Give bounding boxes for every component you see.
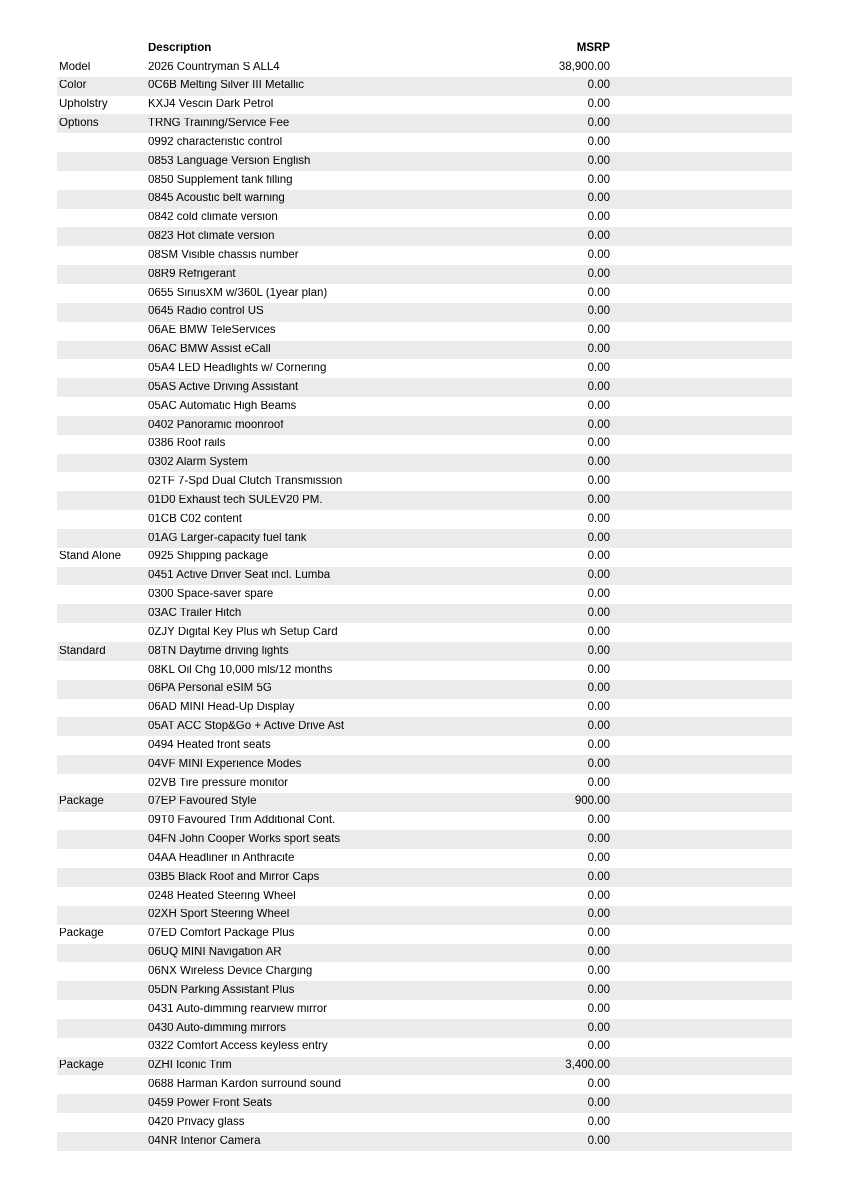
table-row [57, 849, 792, 868]
table-row [57, 510, 792, 529]
row-description: 0300 Space-saver spare [148, 589, 274, 601]
table-row [57, 962, 792, 981]
header-msrp: MSRP [576, 41, 610, 54]
row-description: 05AC Automatic High Beams [148, 400, 297, 412]
row-description: 08R9 Refrigerant [148, 268, 236, 280]
table-row [57, 661, 792, 680]
table-row [57, 774, 792, 793]
row-description: 06NX Wireless Device Charging [148, 966, 313, 978]
table-row [57, 623, 792, 642]
row-msrp: 0.00 [587, 833, 610, 846]
row-description: 0688 Harman Kardon surround sound [148, 1079, 342, 1091]
row-msrp: 0.00 [587, 588, 610, 601]
table-row [57, 755, 792, 774]
table-row [57, 454, 792, 473]
row-description: 0850 Supplement tank filling [148, 174, 293, 186]
row-msrp: 0.00 [587, 211, 610, 224]
row-msrp: 0.00 [587, 983, 610, 996]
table-row [57, 585, 792, 604]
row-description: 04NR Interior Camera [148, 1135, 261, 1147]
row-description: TRNG Training/Service Fee [148, 118, 290, 130]
row-description: 03AC Trailer Hitch [148, 607, 242, 619]
row-description: 0992 characteristic control [148, 136, 283, 148]
row-msrp: 0.00 [587, 1115, 610, 1128]
row-description: 0302 Alarm System [148, 457, 248, 469]
row-category: Package [59, 1060, 104, 1072]
row-description: 03B5 Black Roof and Mirror Caps [148, 871, 320, 883]
table-row [57, 227, 792, 246]
row-msrp: 0.00 [587, 512, 610, 525]
row-category: Package [59, 796, 104, 808]
row-msrp: 0.00 [587, 324, 610, 337]
row-msrp: 0.00 [587, 965, 610, 978]
row-msrp: 0.00 [587, 380, 610, 393]
row-msrp: 0.00 [587, 286, 610, 299]
row-msrp: 0.00 [587, 1134, 610, 1147]
row-description: 05DN Parking Assistant Plus [148, 984, 295, 996]
row-msrp: 0.00 [587, 343, 610, 356]
table-row [57, 642, 792, 661]
row-msrp: 0.00 [587, 267, 610, 280]
row-msrp: 38,900.00 [558, 60, 610, 73]
row-description: 02TF 7-Spd Dual Clutch Transmission [148, 476, 343, 488]
row-description: 0494 Heated front seats [148, 739, 271, 751]
row-description: 0459 Power Front Seats [148, 1097, 273, 1109]
table-body [57, 58, 792, 1151]
table-row [57, 397, 792, 416]
row-description: 0451 Active Driver Seat incl. Lumba [148, 570, 331, 582]
row-description: 0842 cold climate version [148, 212, 278, 224]
table-row [57, 341, 792, 360]
row-description: 0ZHI Iconic Trim [148, 1060, 232, 1072]
table-row [57, 190, 792, 209]
table-row [57, 717, 792, 736]
row-msrp: 900.00 [574, 795, 610, 808]
row-msrp: 0.00 [587, 493, 610, 506]
table-row [57, 378, 792, 397]
table-row [57, 284, 792, 303]
table-row [57, 1019, 792, 1038]
row-msrp: 0.00 [587, 946, 610, 959]
table-row [57, 736, 792, 755]
row-description: 0C6B Melting Silver III Metallic [148, 80, 304, 92]
row-msrp: 0.00 [587, 644, 610, 657]
row-description: 02XH Sport Steering Wheel [148, 909, 290, 921]
row-description: 01AG Larger-capacity fuel tank [148, 532, 307, 544]
table-row [57, 133, 792, 152]
row-msrp: 0.00 [587, 701, 610, 714]
row-msrp: 0.00 [587, 908, 610, 921]
row-description: 0430 Auto-dimming mirrors [148, 1022, 287, 1034]
row-msrp: 0.00 [587, 682, 610, 695]
table-row [57, 567, 792, 586]
table-row [57, 944, 792, 963]
row-msrp: 0.00 [587, 230, 610, 243]
row-msrp: 0.00 [587, 98, 610, 111]
table-row [57, 1038, 792, 1057]
row-msrp: 0.00 [587, 79, 610, 92]
table-row [57, 322, 792, 341]
row-msrp: 0.00 [587, 569, 610, 582]
row-description: 0655 SiriusXM w/360L (1year plan) [148, 287, 328, 299]
row-description: 04AA Headliner in Anthracite [148, 852, 295, 864]
row-msrp: 0.00 [587, 192, 610, 205]
row-description: 0853 Language Version English [148, 155, 311, 167]
row-msrp: 0.00 [587, 776, 610, 789]
row-description: 0ZJY Digital Key Plus wh Setup Card [148, 626, 338, 638]
table-row [57, 604, 792, 623]
row-description: 0925 Shipping package [148, 551, 269, 563]
row-description: 0845 Acoustic belt warning [148, 193, 285, 205]
row-msrp: 0.00 [587, 927, 610, 940]
table-row [57, 416, 792, 435]
row-description: 0248 Heated Steering Wheel [148, 890, 296, 902]
row-description: 05AT ACC Stop&Go + Active Drive Ast [148, 721, 345, 733]
row-description: 0420 Privacy glass [148, 1116, 245, 1128]
row-msrp: 0.00 [587, 117, 610, 130]
row-msrp: 0.00 [587, 720, 610, 733]
row-description: 09T0 Favoured Trim Additional Cont. [148, 815, 336, 827]
table-row [57, 1075, 792, 1094]
table-row [57, 925, 792, 944]
row-msrp: 0.00 [587, 362, 610, 375]
row-msrp: 0.00 [587, 814, 610, 827]
row-description: 06PA Personal eSIM 5G [148, 683, 272, 695]
row-description: 0386 Roof rails [148, 438, 226, 450]
row-description: 0402 Panoramic moonroof [148, 419, 284, 431]
row-description: 06AE BMW TeleServices [148, 325, 276, 337]
table-row [57, 830, 792, 849]
row-msrp: 0.00 [587, 606, 610, 619]
table-row [57, 812, 792, 831]
row-msrp: 0.00 [587, 418, 610, 431]
row-msrp: 0.00 [587, 173, 610, 186]
header-description: Description [148, 42, 212, 54]
row-description: 0322 Comfort Access keyless entry [148, 1041, 328, 1053]
row-description: 05AS Active Driving Assistant [148, 381, 299, 393]
table-row [57, 96, 792, 115]
row-msrp: 0.00 [587, 663, 610, 676]
row-description: 06UQ MINI Navigation AR [148, 947, 282, 959]
table-header-row [57, 39, 792, 58]
table-row [57, 472, 792, 491]
row-description: 04VF MINI Experience Modes [148, 758, 302, 770]
table-row [57, 303, 792, 322]
row-description: 01CB C02 content [148, 513, 242, 525]
table-row [57, 1094, 792, 1113]
row-msrp: 0.00 [587, 625, 610, 638]
table-row [57, 906, 792, 925]
row-msrp: 3,400.00 [565, 1059, 610, 1072]
table-row [57, 793, 792, 812]
table-row [57, 435, 792, 454]
row-msrp: 0.00 [587, 531, 610, 544]
row-description: 06AD MINI Head-Up Display [148, 702, 295, 714]
row-msrp: 0.00 [587, 889, 610, 902]
row-description: 08SM Visible chassis number [148, 249, 299, 261]
row-category: Model [59, 61, 91, 73]
row-msrp: 0.00 [587, 154, 610, 167]
row-msrp: 0.00 [587, 1078, 610, 1091]
row-category: Package [59, 928, 104, 940]
row-description: 07ED Comfort Package Plus [148, 928, 295, 940]
table-row [57, 981, 792, 1000]
row-msrp: 0.00 [587, 1040, 610, 1053]
row-description: 08KL Oil Chg 10,000 mls/12 months [148, 664, 333, 676]
table-row [57, 265, 792, 284]
row-description: 04FN John Cooper Works sport seats [148, 834, 341, 846]
row-description: 05A4 LED Headlights w/ Cornering [148, 363, 327, 375]
table-row [57, 699, 792, 718]
row-msrp: 0.00 [587, 456, 610, 469]
table-row [57, 548, 792, 567]
row-description: 02VB Tire pressure monitor [148, 777, 288, 789]
row-description: 06AC BMW Assist eCall [148, 344, 271, 356]
row-msrp: 0.00 [587, 248, 610, 261]
row-msrp: 0.00 [587, 1096, 610, 1109]
row-category: Stand Alone [59, 551, 122, 563]
row-description: 2026 Countryman S ALL4 [148, 61, 280, 73]
row-msrp: 0.00 [587, 1021, 610, 1034]
table-row [57, 58, 792, 77]
row-msrp: 0.00 [587, 851, 610, 864]
row-category: Color [59, 80, 87, 92]
row-description: 01D0 Exhaust tech SULEV20 PM. [148, 494, 323, 506]
row-msrp: 0.00 [587, 437, 610, 450]
row-msrp: 0.00 [587, 135, 610, 148]
table-row [57, 209, 792, 228]
table-row [57, 491, 792, 510]
row-category: Standard [59, 645, 106, 657]
table-row [57, 529, 792, 548]
table-row [57, 1113, 792, 1132]
table-row [57, 1057, 792, 1076]
table-row [57, 114, 792, 133]
row-description: 0431 Auto-dimming rearview mirror [148, 1003, 327, 1015]
table-row [57, 887, 792, 906]
row-description: 08TN Daytime driving lights [148, 645, 289, 657]
table-row [57, 359, 792, 378]
row-msrp: 0.00 [587, 475, 610, 488]
row-msrp: 0.00 [587, 738, 610, 751]
table-row [57, 171, 792, 190]
table-row [57, 246, 792, 265]
row-msrp: 0.00 [587, 757, 610, 770]
row-msrp: 0.00 [587, 870, 610, 883]
row-msrp: 0.00 [587, 305, 610, 318]
table-row [57, 1000, 792, 1019]
row-category: Upholstry [59, 99, 108, 111]
row-msrp: 0.00 [587, 1002, 610, 1015]
row-category: Options [59, 118, 99, 130]
vehicle-options-table [57, 39, 792, 1151]
row-description: 0645 Radio control US [148, 306, 264, 318]
row-description: 07EP Favoured Style [148, 796, 257, 808]
table-row [57, 680, 792, 699]
table-row [57, 1132, 792, 1151]
row-description: KXJ4 Vescin Dark Petrol [148, 99, 274, 111]
table-row [57, 152, 792, 171]
table-row [57, 868, 792, 887]
row-msrp: 0.00 [587, 550, 610, 563]
table-row [57, 77, 792, 96]
row-msrp: 0.00 [587, 399, 610, 412]
row-description: 0823 Hot climate version [148, 231, 275, 243]
